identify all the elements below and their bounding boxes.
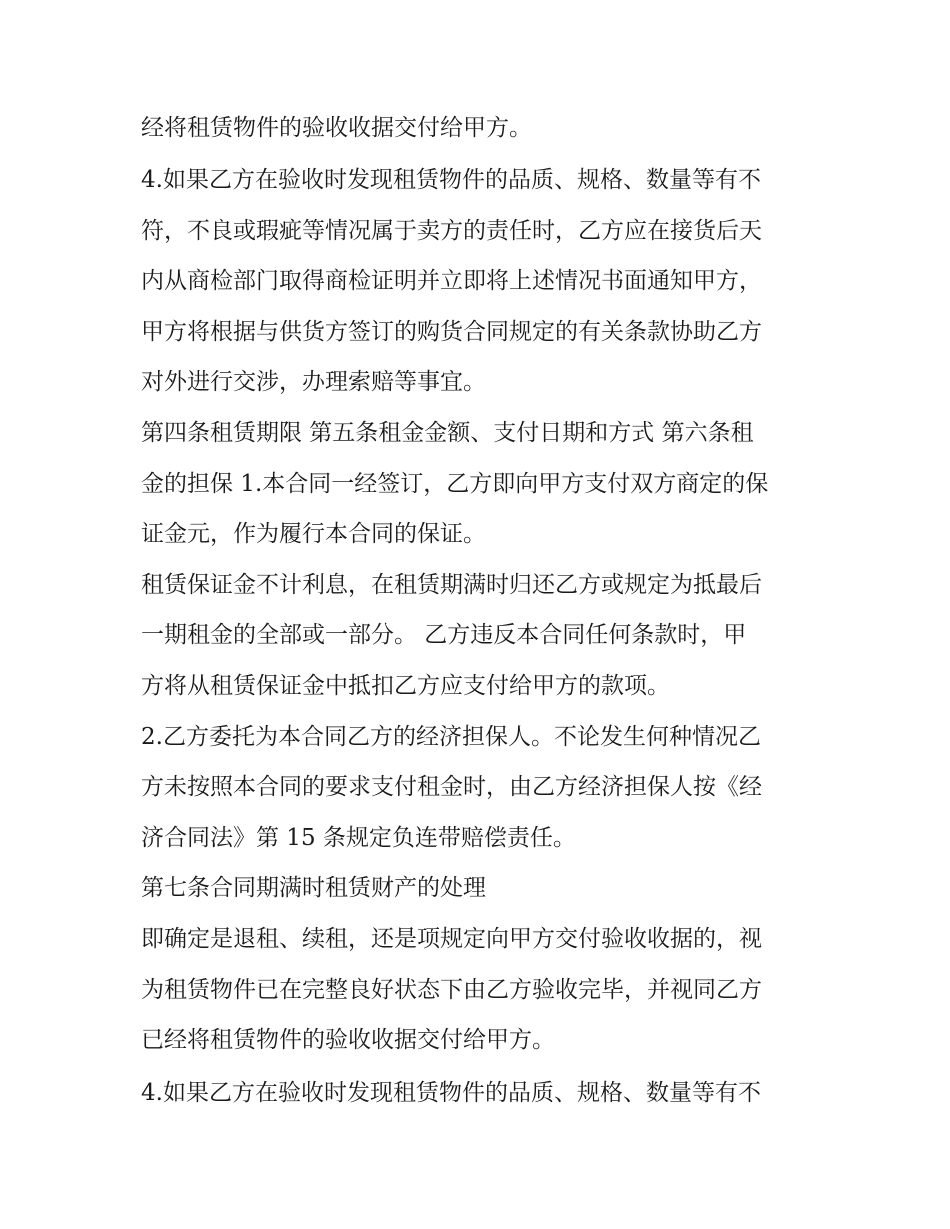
text-line: 内从商检部门取得商检证明并立即将上述情况书面通知甲方， <box>141 268 762 294</box>
text-line: 第七条合同期满时租赁财产的处理 <box>141 875 486 901</box>
text-line: 4.如果乙方在验收时发现租赁物件的品质、规格、数量等有不 <box>141 1080 761 1106</box>
text-line: 一期租金的全部或一部分。 乙方违反本合同任何条款时，甲 <box>141 622 747 648</box>
text-line: 已经将租赁物件的验收收据交付给甲方。 <box>141 1027 555 1053</box>
text-line: 租赁保证金不计利息，在租赁期满时归还乙方或规定为抵最后 <box>141 572 762 598</box>
text-line: 金的担保 1.本合同一经签订，乙方即向甲方支付双方商定的保 <box>141 471 769 497</box>
text-line: 方未按照本合同的要求支付租金时，由乙方经济担保人按《经 <box>141 774 762 800</box>
text-line: 甲方将根据与供货方签订的购货合同规定的有关条款协助乙方 <box>141 319 762 345</box>
text-line: 即确定是退租、续租，还是项规定向甲方交付验收收据的，视 <box>141 926 762 952</box>
text-line: 方将从租赁保证金中抵扣乙方应支付给甲方的款项。 <box>141 673 670 699</box>
text-line: 证金元，作为履行本合同的保证。 <box>141 521 486 547</box>
text-line: 为租赁物件已在完整良好状态下由乙方验收完毕，并视同乙方 <box>141 977 762 1003</box>
text-line: 经将租赁物件的验收收据交付给甲方。 <box>141 115 532 141</box>
text-line: 符，不良或瑕疵等情况属于卖方的责任时，乙方应在接货后天 <box>141 218 762 244</box>
text-line: 2.乙方委托为本合同乙方的经济担保人。不论发生何种情况乙 <box>141 724 761 750</box>
text-line: 对外进行交涉，办理索赔等事宜。 <box>141 369 486 395</box>
text-line: 第四条租赁期限 第五条租金金额、支付日期和方式 第六条租 <box>141 420 754 446</box>
text-line: 济合同法》第 15 条规定负连带赔偿责任。 <box>141 825 576 851</box>
text-line: 4.如果乙方在验收时发现租赁物件的品质、规格、数量等有不 <box>141 167 761 193</box>
